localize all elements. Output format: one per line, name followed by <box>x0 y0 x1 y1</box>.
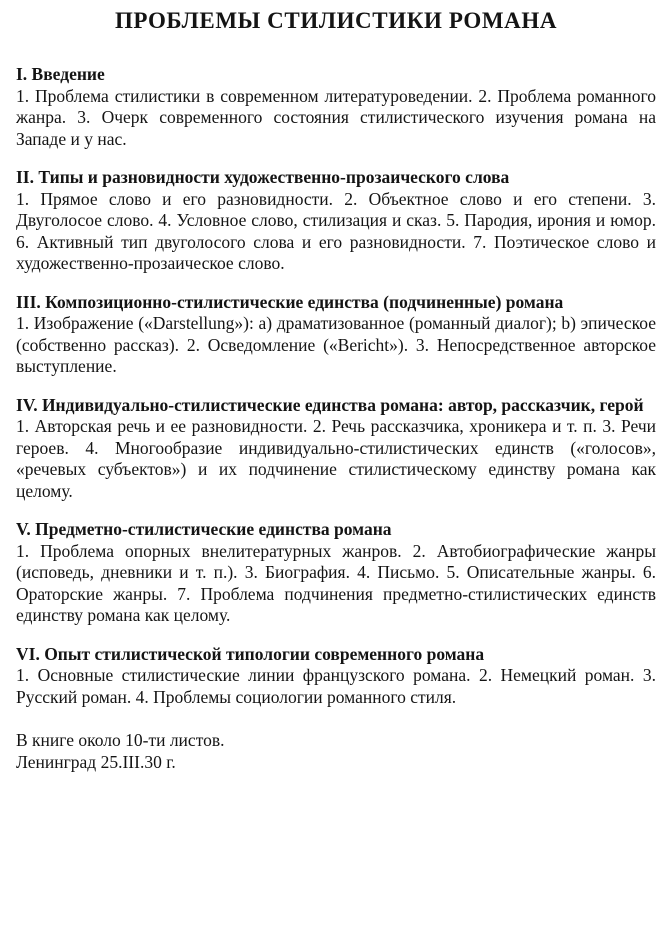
section-heading: VI. Опыт стилистической типологии современного романа <box>16 643 485 664</box>
section-heading: V. Предметно-стилистические единства романа <box>16 519 392 539</box>
document-footer <box>16 730 656 773</box>
footer-note: В книге около 10-ти листов. <box>16 730 225 750</box>
section-subject-unities <box>16 519 656 627</box>
footer-place-date: Ленинград 25.III.30 г. <box>16 751 176 772</box>
section-word-types <box>16 167 656 275</box>
section-typology <box>16 644 656 709</box>
section-body: 1. Изображение («Darstellung»): а) драматизованное (романный диалог); b) эпическое (собственно рассказ). 2. Осведомление («Bericht»). 3. Непосредственное авторское выступление. <box>16 313 656 376</box>
section-body: 1. Прямое слово и его разновидности. 2. Объектное слово и его степени. 3. Двуголосое слово. 4. Условное слово, стилизация и сказ. 5. Пародия, ирония и юмор. 6. Активный тип двуголосого слова и его разновидности. 7. Поэтическое слово и художественно-прозаическое слово. <box>16 188 656 273</box>
section-heading: III. Композиционно-стилистические единства (подчиненные) романа <box>16 291 564 312</box>
section-compositional-unities <box>16 292 656 378</box>
section-heading: IV. Индивидуально-стилистические единства романа: автор, рассказчик, герой <box>16 394 644 415</box>
section-heading: II. Типы и разновидности художественно-прозаического слова <box>16 167 510 187</box>
section-body: 1. Основные стилистические линии французского романа. 2. Немецкий роман. 3. Русский роман. 4. Проблемы социологии романного стиля. <box>16 665 656 707</box>
section-body: 1. Проблема стилистики в современном литературоведении. 2. Проблема романного жанра. 3. Очерк современного состояния стилистического изучения романа на Западе и у нас. <box>16 85 656 149</box>
section-body: 1. Проблема опорных внелитературных жанров. 2. Автобиографические жанры (исповедь, дневники и т. п.). 3. Биография. 4. Письмо. 5. Описательные жанры. 6. Ораторские жанры. 7. Проблема подчинения предметно-стилистических единств единству романа как целому. <box>16 540 656 625</box>
section-individual-unities <box>16 395 656 503</box>
page-title: ПРОБЛЕМЫ СТИЛИСТИКИ РОМАНА <box>114 8 558 33</box>
section-body: 1. Авторская речь и ее разновидности. 2. Речь рассказчика, хроникера и т. п. 3. Речи героев. 4. Многообразие индивидуально-стилистических единств («голосов», «речевых субъектов») и их подчинение стилистическому единству романа как целому. <box>16 416 656 501</box>
section-heading: I. Введение <box>16 64 105 84</box>
section-introduction <box>16 64 656 150</box>
document-page <box>16 6 656 773</box>
